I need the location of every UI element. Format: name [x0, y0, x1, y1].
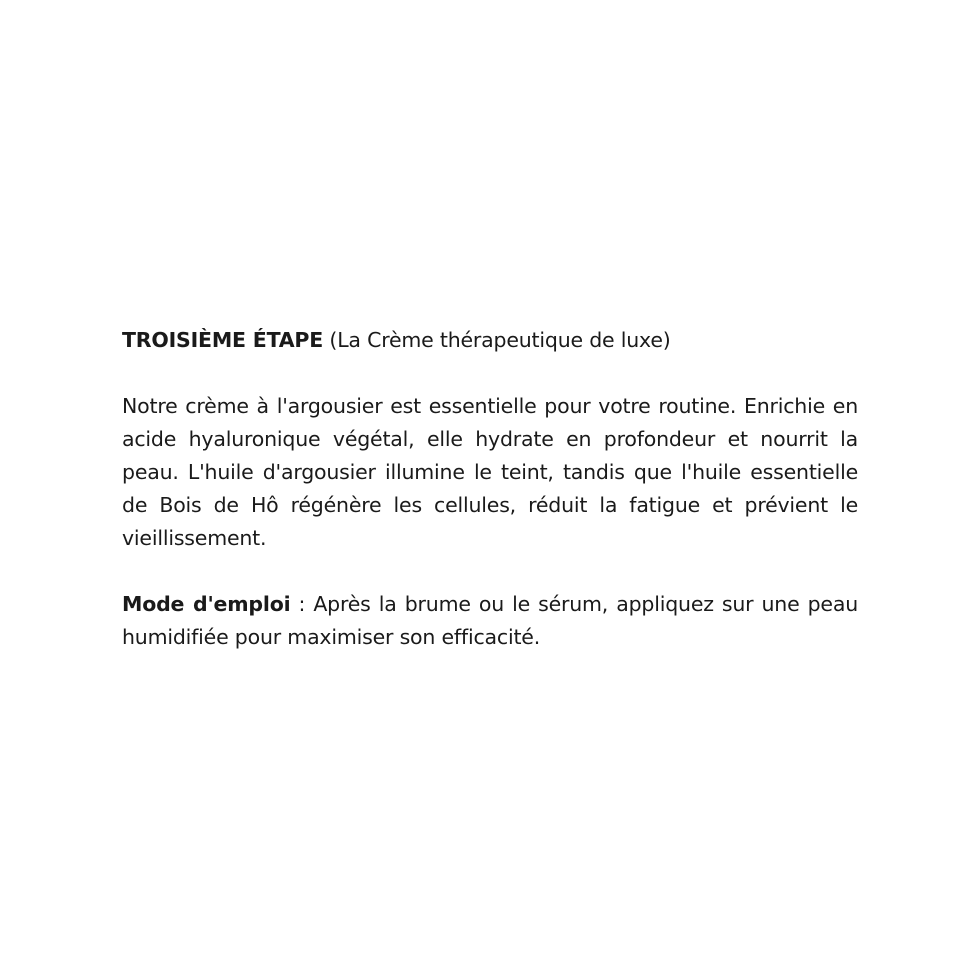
usage-instructions: [122, 588, 858, 654]
usage-text: Après la brume ou le sérum, appliquez sur une peau humidifiée pour maximiser son efficacité.: [122, 592, 858, 649]
usage-label: Mode d'emploi: [122, 592, 291, 616]
step-heading: [122, 324, 858, 357]
step-title: TROISIÈME ÉTAPE: [122, 328, 324, 352]
step-subtitle: (La Crème thérapeutique de luxe): [329, 328, 671, 352]
usage-separator: :: [290, 592, 314, 616]
product-step-text: [122, 324, 858, 654]
product-description: Notre crème à l'argousier est essentielle pour votre routine. Enrichie en acide hyaluronique végétal, elle hydrate en profondeur et nourrit la peau. L'huile d'argousier illumine le teint, tandis que l'huile essentielle de Bois de Hô régénère les cellules, réduit la fatigue et prévient le vieillissement.: [122, 394, 858, 550]
